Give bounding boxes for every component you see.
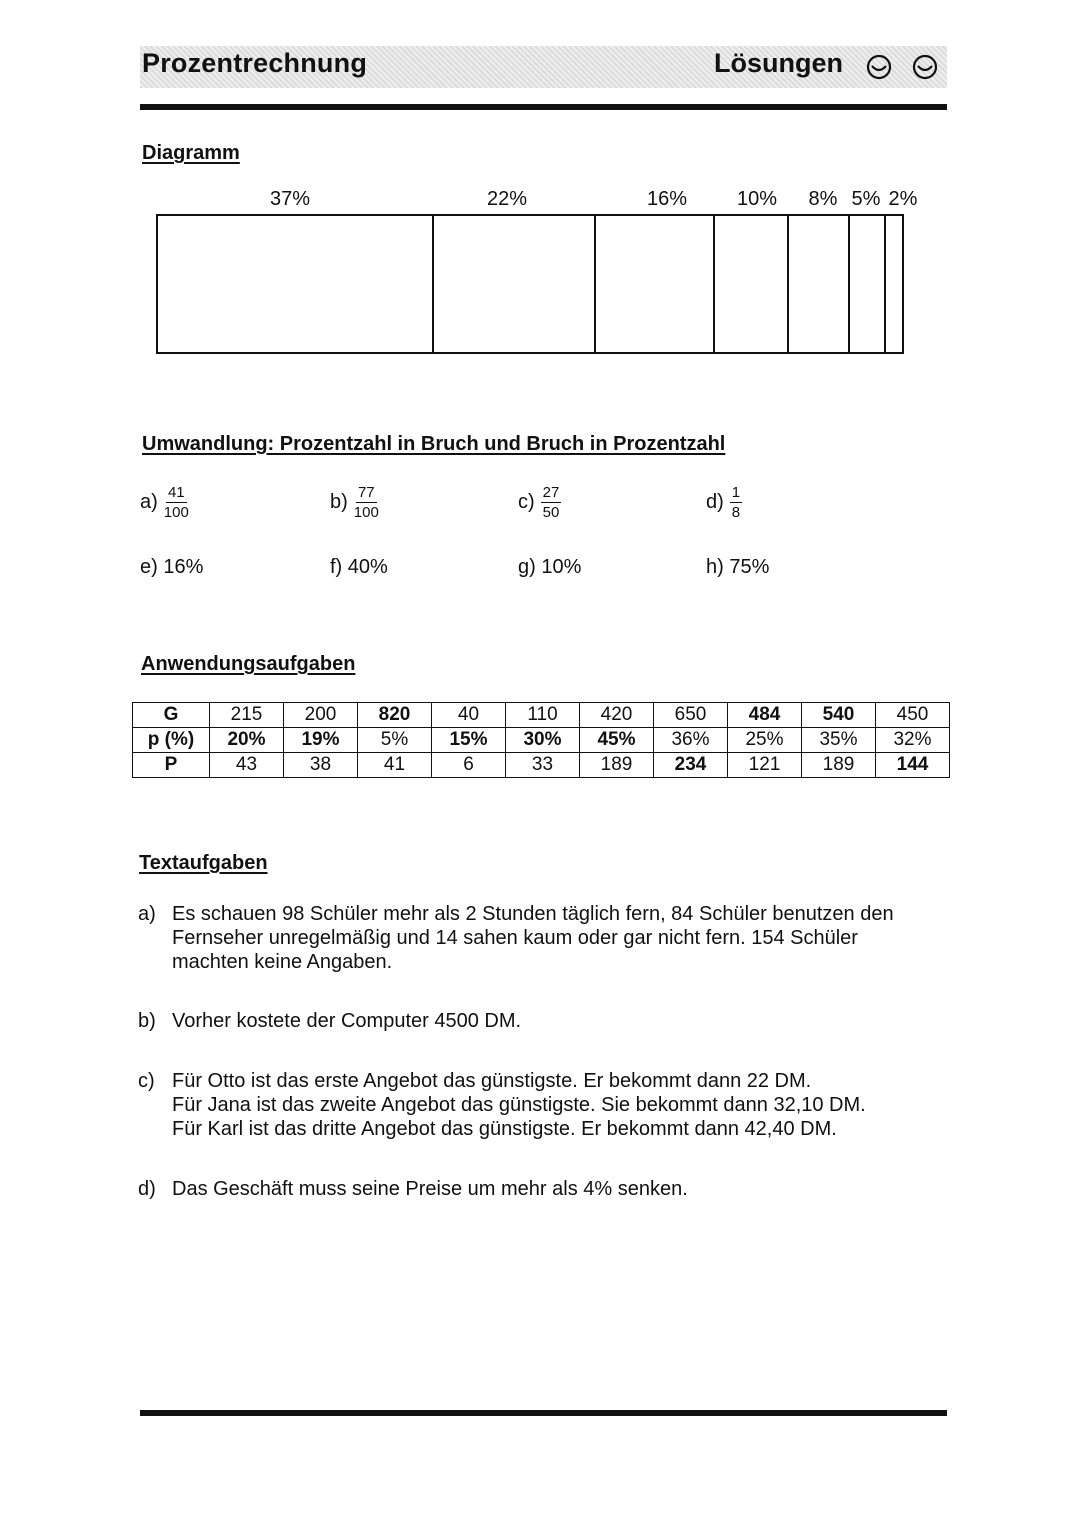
- table-cell: 32%: [876, 728, 950, 753]
- task-line: Vorher kostete der Computer 4500 DM.: [172, 1010, 522, 1032]
- table-cell: 540: [802, 703, 876, 728]
- percent-label: 22%: [486, 188, 528, 210]
- segment-divider: [713, 216, 715, 352]
- denominator: 100: [353, 504, 379, 521]
- table-cell: 41: [358, 753, 432, 778]
- task-label: b): [138, 1010, 156, 1032]
- task-label: d): [138, 1178, 156, 1200]
- percent-answer-g: g) 10%: [518, 556, 582, 578]
- table-cell: 19%: [284, 728, 358, 753]
- text-task-d: [138, 1177, 958, 1201]
- table-cell: 36%: [654, 728, 728, 753]
- task-line: Für Jana ist das zweite Angebot das günstigste. Sie bekommt dann 32,10 DM.: [172, 1094, 866, 1116]
- percent-answer-e: e) 16%: [140, 556, 204, 578]
- numerator: 27: [542, 484, 560, 501]
- fraction-answer-a: [140, 484, 189, 521]
- table-cell: 15%: [432, 728, 506, 753]
- segment-divider: [432, 216, 434, 352]
- percentage-strip-diagram: [156, 214, 904, 354]
- table-cell: 420: [580, 703, 654, 728]
- solutions-label: Lösungen: [714, 48, 843, 78]
- text-task-c: [138, 1069, 958, 1141]
- table-row: [133, 753, 950, 778]
- numerator: 77: [357, 484, 375, 501]
- answer-label: c): [518, 491, 535, 513]
- percent-label: 16%: [646, 188, 688, 210]
- fraction-answer-b: [330, 484, 379, 521]
- fraction-answer-d: [706, 484, 742, 521]
- segment-divider: [594, 216, 596, 352]
- table-cell: 450: [876, 703, 950, 728]
- fraction: [354, 484, 379, 521]
- text-task-a: [138, 902, 958, 974]
- task-line: Für Otto ist das erste Angebot das günstigste. Er bekommt dann 22 DM.: [172, 1070, 812, 1092]
- table-cell: 5%: [358, 728, 432, 753]
- table-cell: 33: [506, 753, 580, 778]
- fraction-answer-c: [518, 484, 561, 521]
- task-line: Fernseher unregelmäßig und 14 sahen kaum oder gar nicht fern. 154 Schüler: [172, 927, 858, 949]
- table-cell: 35%: [802, 728, 876, 753]
- footer-divider: [140, 1410, 947, 1416]
- numerator: 41: [167, 484, 185, 501]
- denominator: 100: [163, 504, 189, 521]
- header-divider: [140, 104, 947, 110]
- task-line: Für Karl ist das dritte Angebot das günstigste. Er bekommt dann 42,40 DM.: [172, 1118, 837, 1140]
- table-cell: 200: [284, 703, 358, 728]
- text-tasks-heading: Textaufgaben: [139, 852, 268, 874]
- task-line: Es schauen 98 Schüler mehr als 2 Stunden täglich fern, 84 Schüler benutzen den: [172, 903, 894, 925]
- percent-label: 8%: [808, 188, 838, 210]
- table-cell: 484: [728, 703, 802, 728]
- smiley-icon: [912, 54, 938, 80]
- row-header: P: [133, 753, 210, 778]
- table-cell: 144: [876, 753, 950, 778]
- fraction: [164, 484, 189, 521]
- table-cell: 20%: [210, 728, 284, 753]
- row-header: G: [133, 703, 210, 728]
- table-row: [133, 728, 950, 753]
- table-cell: 650: [654, 703, 728, 728]
- fraction: [541, 484, 562, 521]
- table-cell: 189: [802, 753, 876, 778]
- conversion-heading: Umwandlung: Prozentzahl in Bruch und Bruch in Prozentzahl: [142, 433, 726, 455]
- fraction: [730, 484, 742, 521]
- text-task-b: [138, 1009, 958, 1033]
- diagram-heading: Diagramm: [142, 142, 240, 164]
- smiley-icon: [866, 54, 892, 80]
- task-label: a): [138, 903, 156, 925]
- answer-label: a): [140, 491, 158, 513]
- application-table: [132, 702, 950, 778]
- percent-label: 37%: [269, 188, 311, 210]
- percent-answer-h: h) 75%: [706, 556, 770, 578]
- segment-divider: [787, 216, 789, 352]
- answer-label: d): [706, 491, 724, 513]
- segment-divider: [848, 216, 850, 352]
- denominator: 50: [542, 504, 560, 521]
- numerator: 1: [731, 484, 741, 501]
- percent-label: 2%: [888, 188, 918, 210]
- task-line: machten keine Angaben.: [172, 951, 393, 973]
- segment-divider: [884, 216, 886, 352]
- percent-label: 10%: [736, 188, 778, 210]
- table-cell: 121: [728, 753, 802, 778]
- task-label: c): [138, 1070, 155, 1092]
- page-title: Prozentrechnung: [142, 48, 368, 78]
- table-cell: 43: [210, 753, 284, 778]
- row-header: p (%): [133, 728, 210, 753]
- table-cell: 45%: [580, 728, 654, 753]
- percent-label: 5%: [851, 188, 881, 210]
- table-cell: 234: [654, 753, 728, 778]
- table-cell: 30%: [506, 728, 580, 753]
- table-cell: 215: [210, 703, 284, 728]
- table-cell: 110: [506, 703, 580, 728]
- table-cell: 38: [284, 753, 358, 778]
- table-cell: 25%: [728, 728, 802, 753]
- table-cell: 189: [580, 753, 654, 778]
- table-cell: 40: [432, 703, 506, 728]
- answer-label: b): [330, 491, 348, 513]
- application-heading: Anwendungsaufgaben: [141, 653, 356, 675]
- denominator: 8: [731, 504, 741, 521]
- task-line: Das Geschäft muss seine Preise um mehr als 4% senken.: [172, 1178, 688, 1200]
- table-row: [133, 703, 950, 728]
- table-cell: 820: [358, 703, 432, 728]
- table-cell: 6: [432, 753, 506, 778]
- percent-answer-f: f) 40%: [330, 556, 388, 578]
